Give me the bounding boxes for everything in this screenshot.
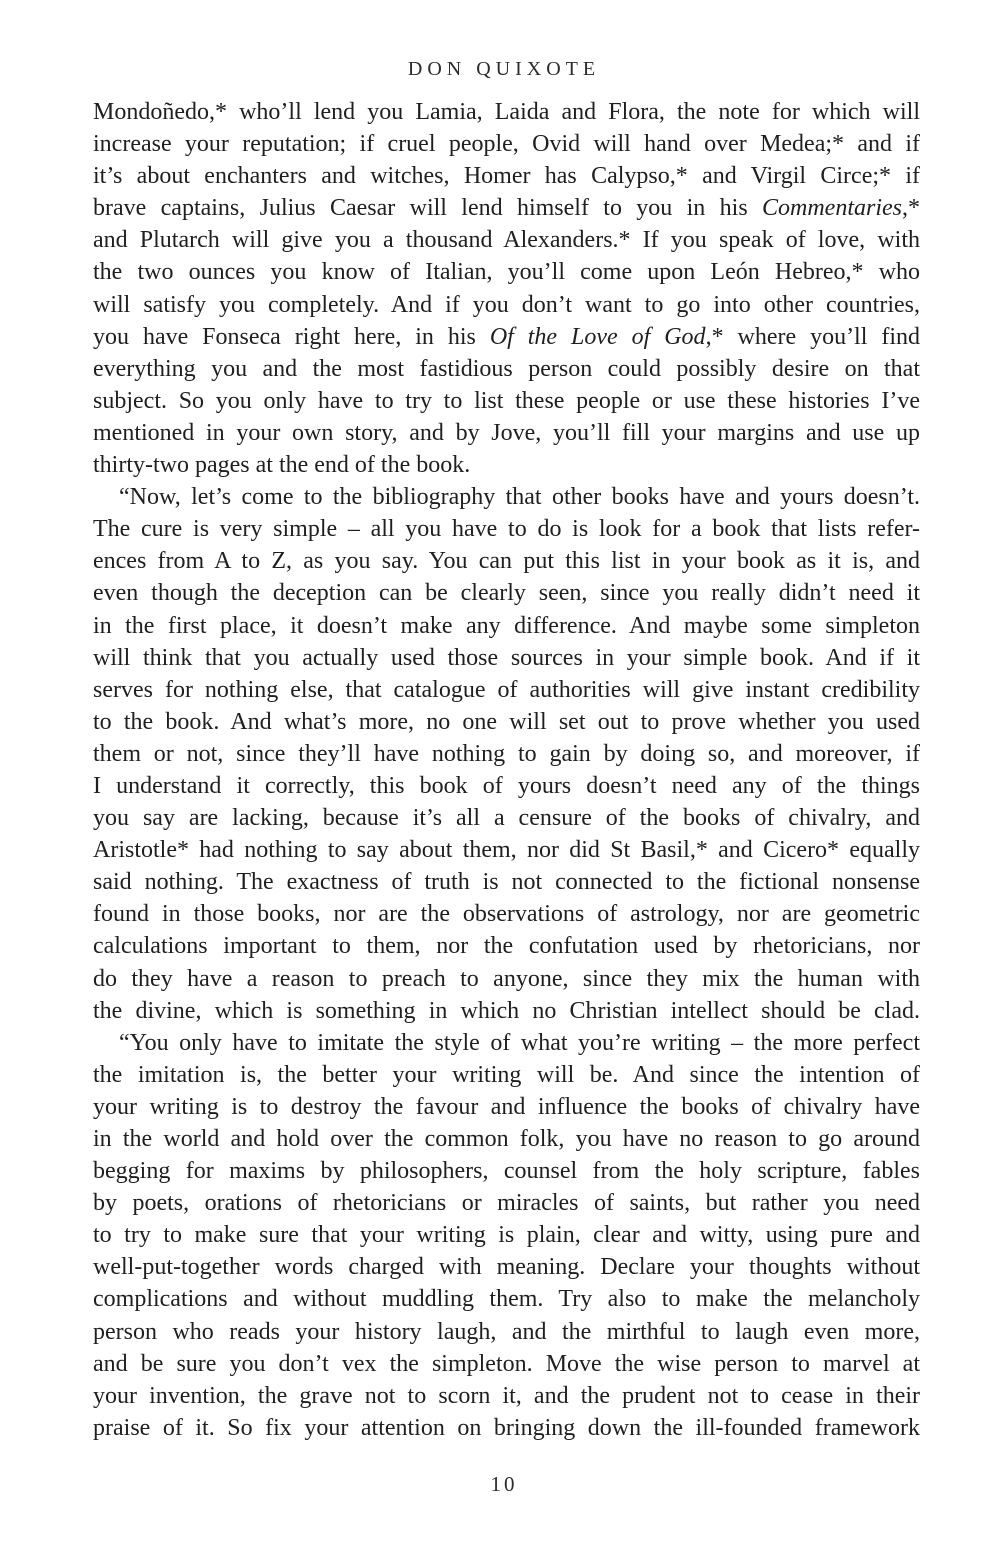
body-text <box>93 96 920 1444</box>
text-line <box>93 513 920 545</box>
text-line <box>93 224 920 256</box>
text-segment: and Plutarch will give you a thousand Alexanders.* If you speak of love, with <box>93 227 920 254</box>
text-segment: the divine, which is something in which no Christian intellect should be clad. <box>93 997 920 1024</box>
text-segment: your writing is to destroy the favour and influence the books of chivalry have <box>93 1093 920 1120</box>
text-line <box>93 1091 920 1123</box>
text-segment: you have Fonseca right here, in his <box>93 323 490 350</box>
text-segment: everything you and the most fastidious person could possibly desire on that <box>93 355 920 382</box>
text-line <box>93 706 920 738</box>
text-line <box>93 96 920 128</box>
text-line <box>93 417 920 449</box>
text-segment: “Now, let’s come to the bibliography that other books have and yours doesn’t. <box>119 484 920 511</box>
text-segment: calculations important to them, nor the confutation used by rhetoricians, nor <box>93 933 920 960</box>
text-segment: them or not, since they’ll have nothing to gain by doing so, and moreover, if <box>93 740 920 767</box>
text-line <box>93 1059 920 1091</box>
text-segment: mentioned in your own story, and by Jove, you’ll fill your margins and use up <box>93 419 920 446</box>
text-line <box>93 256 920 288</box>
text-segment: in the first place, it doesn’t make any difference. And maybe some simpleton <box>93 612 920 639</box>
text-segment: your invention, the grave not to scorn it, and the prudent not to cease in their <box>93 1382 920 1409</box>
text-line <box>93 545 920 577</box>
text-line <box>93 770 920 802</box>
text-line <box>93 481 920 513</box>
text-segment: ,* <box>902 195 920 222</box>
text-line <box>93 610 920 642</box>
text-line <box>93 1027 920 1059</box>
text-line <box>93 963 920 995</box>
text-line <box>93 1316 920 1348</box>
text-line <box>93 802 920 834</box>
text-segment: well-put-together words charged with meaning. Declare your thoughts without <box>93 1254 920 1281</box>
text-segment: begging for maxims by philosophers, counsel from the holy scripture, fables <box>93 1158 920 1185</box>
text-segment: it’s about enchanters and witches, Homer has Calypso,* and Virgil Circe;* if <box>93 163 920 190</box>
text-segment: the two ounces you know of Italian, you’ll come upon León Hebreo,* who <box>93 259 920 286</box>
text-segment: the imitation is, the better your writing will be. And since the intention of <box>93 1061 920 1088</box>
text-line <box>93 642 920 674</box>
text-line <box>93 1348 920 1380</box>
page-number: 10 <box>490 1472 518 1496</box>
text-segment: complications and without muddling them. Try also to make the melancholy <box>93 1286 920 1313</box>
text-line <box>93 577 920 609</box>
text-line <box>93 674 920 706</box>
text-segment: person who reads your history laugh, and the mirthful to laugh even more, <box>93 1318 920 1345</box>
text-segment: said nothing. The exactness of truth is not connected to the fictional nonsense <box>93 869 920 896</box>
text-segment: to the book. And what’s more, no one will set out to prove whether you used <box>93 708 920 735</box>
text-segment: ,* where you’ll find <box>705 323 920 350</box>
running-header: DON QUIXOTE <box>407 58 601 80</box>
text-segment: brave captains, Julius Caesar will lend himself to you in his <box>93 195 762 222</box>
text-segment: and be sure you don’t vex the simpleton. Move the wise person to marvel at <box>93 1350 920 1377</box>
text-segment: subject. So you only have to try to list these people or use these histories I’ve <box>93 387 920 414</box>
text-line <box>93 1380 920 1412</box>
text-segment: do they have a reason to preach to anyone, since they mix the human with <box>93 965 920 992</box>
text-segment: to try to make sure that your writing is plain, clear and witty, using pure and <box>93 1222 920 1249</box>
text-segment: found in those books, nor are the observations of astrology, nor are geometric <box>93 901 920 928</box>
text-line <box>93 128 920 160</box>
text-line <box>93 738 920 770</box>
text-line <box>93 834 920 866</box>
text-segment: Mondoñedo,* who’ll lend you Lamia, Laida and Flora, the note for which will <box>93 99 920 125</box>
text-line <box>93 1412 920 1444</box>
text-line <box>93 160 920 192</box>
text-line <box>93 192 920 224</box>
text-line <box>93 1187 920 1219</box>
text-segment: The cure is very simple – all you have to do is look for a book that lists refer- <box>93 516 920 543</box>
text-line <box>93 995 920 1027</box>
text-line <box>93 898 920 930</box>
paragraph <box>93 96 920 481</box>
text-segment: thirty-two pages at the end of the book. <box>93 452 471 479</box>
text-segment: will think that you actually used those sources in your simple book. And if it <box>93 644 920 671</box>
text-segment: even though the deception can be clearly seen, since you really didn’t need it <box>93 580 920 607</box>
text-line <box>93 385 920 417</box>
text-segment: you say are lacking, because it’s all a censure of the books of chivalry, and <box>93 805 920 832</box>
text-line <box>93 1283 920 1315</box>
text-line <box>93 449 920 481</box>
italic-title-text: Commentaries <box>762 195 902 222</box>
text-line <box>93 289 920 321</box>
paragraph <box>93 481 920 1027</box>
text-line <box>93 1219 920 1251</box>
text-line <box>93 1155 920 1187</box>
text-segment: Aristotle* had nothing to say about them, nor did St Basil,* and Cicero* equally <box>93 837 920 864</box>
text-segment: by poets, orations of rhetoricians or miracles of saints, but rather you need <box>93 1190 920 1217</box>
text-segment: I understand it correctly, this book of yours doesn’t need any of the things <box>93 772 920 799</box>
italic-title-text: Of the Love of God <box>489 323 706 350</box>
text-segment: increase your reputation; if cruel people, Ovid will hand over Medea;* and if <box>93 131 920 158</box>
text-segment: will satisfy you completely. And if you don’t want to go into other countries, <box>93 291 920 318</box>
text-segment: “You only have to imitate the style of what you’re writing – the more perfect <box>119 1029 920 1056</box>
text-segment: praise of it. So fix your attention on bringing down the ill-founded framework <box>93 1414 920 1441</box>
text-line <box>93 353 920 385</box>
text-segment: ences from A to Z, as you say. You can put this list in your book as it is, and <box>93 548 920 575</box>
text-line <box>93 1123 920 1155</box>
text-line <box>93 1251 920 1283</box>
text-line <box>93 321 920 353</box>
paragraph <box>93 1027 920 1444</box>
text-segment: in the world and hold over the common folk, you have no reason to go around <box>93 1126 920 1152</box>
text-segment: serves for nothing else, that catalogue of authorities will give instant credibility <box>93 676 920 703</box>
text-line <box>93 930 920 962</box>
text-line <box>93 866 920 898</box>
